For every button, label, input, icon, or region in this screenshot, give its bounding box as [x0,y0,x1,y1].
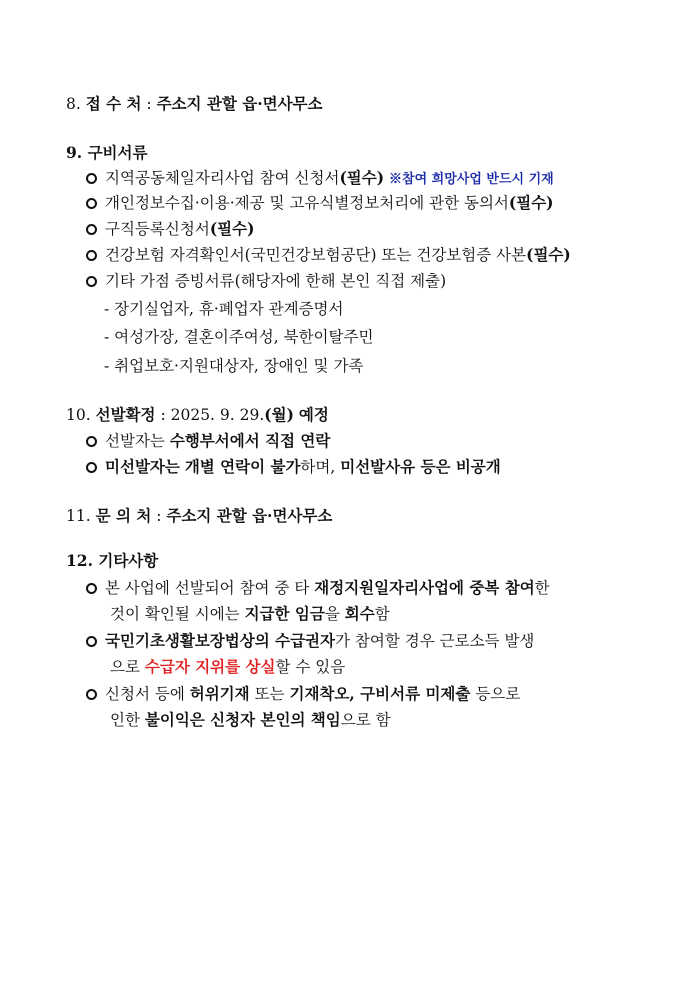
doc-item-2-required: (필수) [508,193,554,212]
doc-item-4 [86,245,571,265]
circle-bullet-icon [86,276,97,287]
circle-bullet-icon [86,198,97,209]
misc-item-2-text-d: 수급자 지위를 상실 [144,657,276,676]
selection-item-2 [86,457,501,477]
section-11-value: 주소지 관할 읍·면사무소 [166,506,333,525]
section-11-label: 문 의 처 [95,506,152,525]
doc-item-3 [86,219,254,239]
misc-item-1-text-f: 을 [324,605,340,623]
doc-item-1-text: 지역공동체일자리사업 참여 신청서 [105,169,340,187]
misc-item-3-text-h: 으로 함 [340,711,391,729]
misc-item-3-text-c: 또는 [254,685,285,703]
section-8-value: 주소지 관할 읍·면사무소 [156,94,323,113]
misc-item-1-text-g: 회수 [344,604,375,623]
misc-item-3-text-g: 불이익은 신청자 본인의 책임 [144,710,341,729]
doc-subitem-3: - 취업보호·지원대상자, 장애인 및 가족 [104,357,364,375]
section-11-colon: : [156,507,162,525]
doc-subitem-2: - 여성가장, 결혼이주여성, 북한이탈주민 [104,328,374,346]
doc-item-4-text: 건강보험 자격확인서(국민건강보험공단) 또는 건강보험증 사본 [105,246,527,264]
doc-item-3-text: 구직등록신청서 [105,220,210,238]
section-10-date: 2025. 9. 29. [170,406,265,424]
misc-item-1-text-c: 한 [534,579,550,597]
selection-item-2-b: 개별 연락이 불가 [184,457,301,476]
circle-bullet-icon [86,462,97,473]
selection-item-1-a: 선발자는 [105,432,165,450]
misc-item-1-text-a: 본 사업에 선발되어 참여 중 타 [105,579,310,597]
circle-bullet-icon [86,583,97,594]
misc-item-3-line-1 [86,684,520,704]
circle-bullet-icon [86,224,97,235]
misc-item-3-text-e: 등으로 [475,685,521,703]
misc-item-2-text-e: 할 수 있음 [275,658,346,676]
doc-item-5-text: 기타 가점 증빙서류(해당자에 한해 본인 직접 제출) [105,272,447,290]
circle-bullet-icon [86,636,97,647]
section-11-number: 11. [66,507,91,525]
misc-item-2-text-c: 으로 [110,658,140,676]
misc-item-2-line-1 [86,631,534,651]
section-8-number: 8. [66,95,81,113]
doc-item-1-note: ※참여 희망사업 반드시 기재 [389,172,554,187]
circle-bullet-icon [86,250,97,261]
selection-item-2-d: 미선발사유 등은 비공개 [340,457,501,476]
misc-item-2-text-a: 국민기초생활보장법상의 수급권자 [105,631,335,650]
section-10-suffix: 예정 [298,405,329,424]
misc-item-1-text-h: 함 [374,605,390,623]
misc-item-2-line-2 [110,657,345,677]
doc-item-2-text: 개인정보수집·이용·제공 및 고유식별정보처리에 관한 동의서 [105,194,509,212]
selection-item-1 [86,431,330,451]
doc-item-1 [86,168,554,190]
doc-item-2 [86,193,554,213]
misc-item-1-text-d: 것이 확인될 시에는 [110,605,240,623]
section-10-number: 10. [66,406,91,424]
section-9-heading: 9. 구비서류 [66,143,148,162]
section-8 [66,94,322,114]
selection-item-2-c: 하며, [300,458,336,476]
misc-item-3-text-d: 기재착오, 구비서류 미제출 [289,684,471,703]
misc-item-3-line-2 [110,710,391,730]
section-11 [66,506,332,526]
doc-item-4-required: (필수) [526,245,571,264]
section-10-label: 선발확정 [95,405,156,424]
misc-item-3-text-a: 신청서 등에 [105,685,185,703]
section-10-colon: : [160,406,166,424]
misc-item-1-text-e: 지급한 임금 [244,604,325,623]
misc-item-3-text-b: 허위기재 [189,684,250,703]
doc-item-3-required: (필수) [209,219,255,238]
section-12-heading: 12. 기타사항 [66,551,159,570]
doc-item-1-required: (필수) [339,168,385,187]
circle-bullet-icon [86,689,97,700]
doc-item-5 [86,271,446,291]
misc-item-1-line-1 [86,578,550,598]
misc-item-1-text-b: 재정지원일자리사업에 중복 참여 [314,578,535,597]
selection-item-1-b: 수행부서에서 직접 연락 [169,431,331,450]
misc-item-2-text-b: 가 참여할 경우 근로소득 발생 [335,632,535,650]
section-10-heading [66,405,329,425]
selection-item-2-a: 미선발자는 [105,457,180,476]
circle-bullet-icon [86,173,97,184]
section-8-colon: : [146,95,152,113]
misc-item-1-line-2 [110,604,390,624]
doc-subitem-1: - 장기실업자, 휴·폐업자 관계증명서 [104,300,344,318]
section-8-label: 접 수 처 [85,94,142,113]
section-10-day: (월) [264,405,294,424]
misc-item-3-text-f: 인한 [110,711,140,729]
circle-bullet-icon [86,436,97,447]
